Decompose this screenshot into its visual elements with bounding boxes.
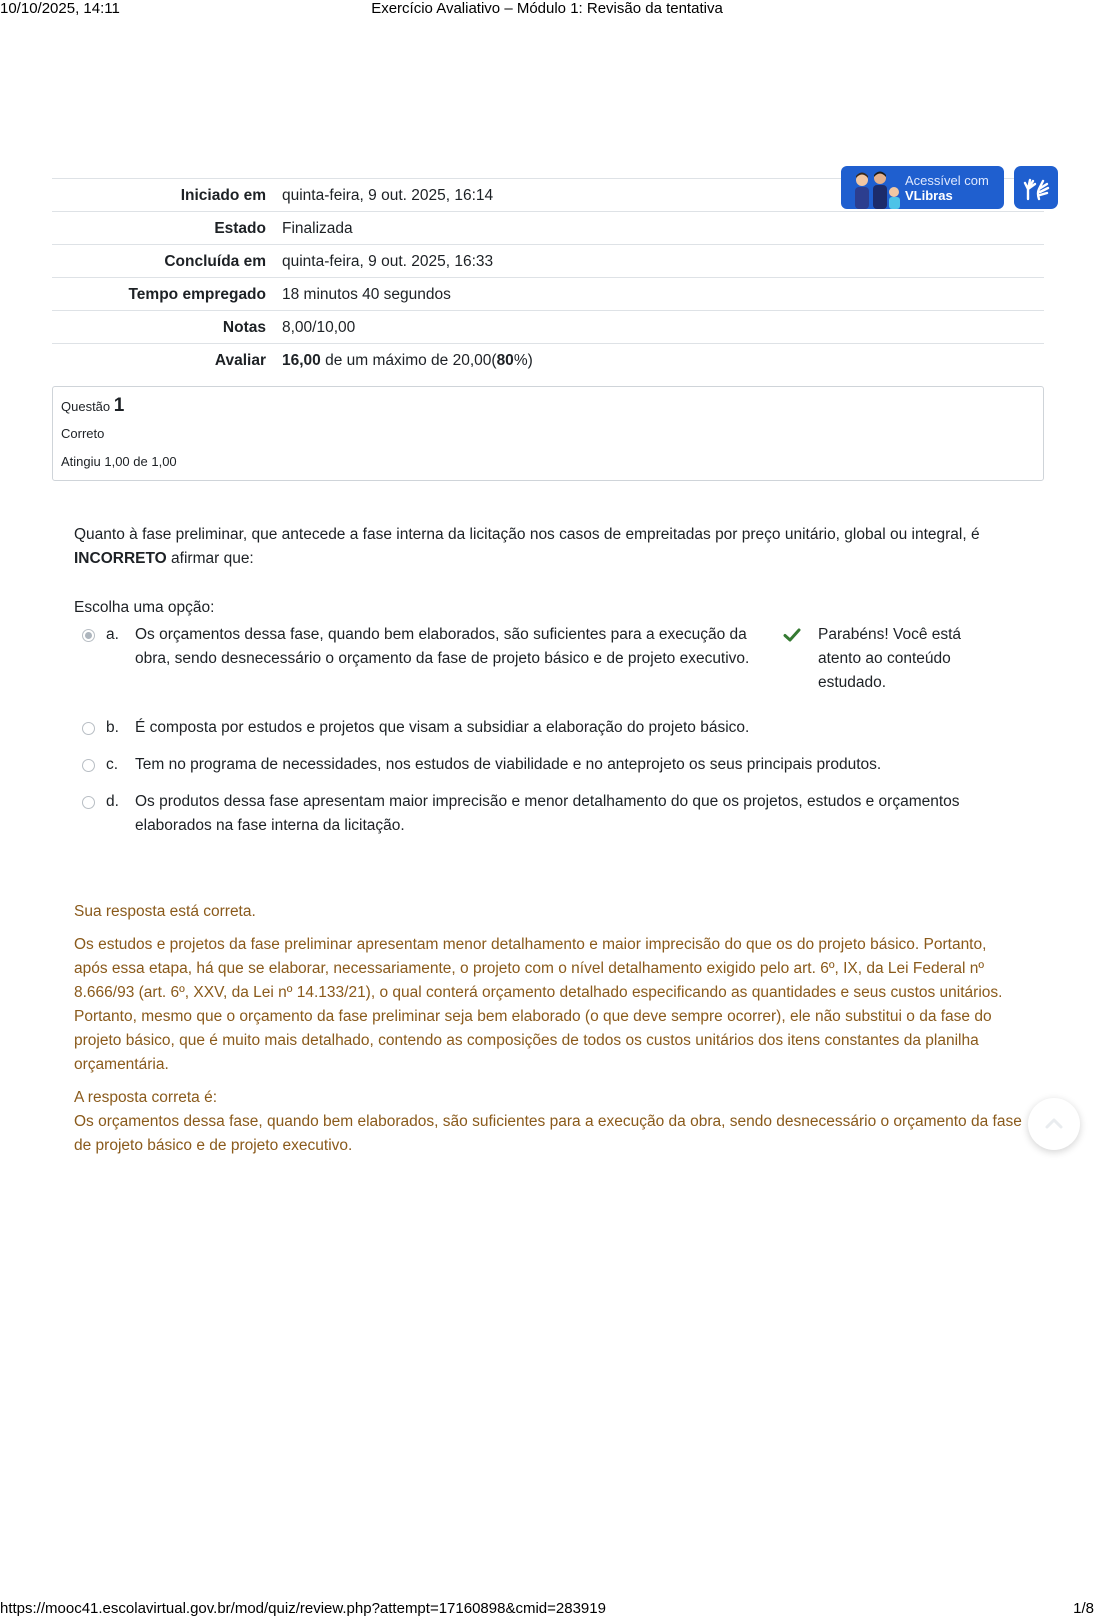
vlibras-hands-button[interactable]	[1014, 166, 1058, 209]
answer-option-a[interactable]	[82, 623, 802, 671]
radio-icon[interactable]	[82, 722, 95, 735]
question-grade: Atingiu 1,00 de 1,00	[61, 454, 177, 469]
summary-value: 18 minutos 40 segundos	[282, 286, 451, 303]
option-letter: d.	[106, 793, 119, 810]
radio-icon[interactable]	[82, 796, 95, 809]
summary-label: Notas	[222, 319, 266, 336]
option-letter: a.	[106, 626, 119, 643]
question-number-value: 1	[113, 395, 125, 416]
option-text: Os orçamentos dessa fase, quando bem elaborados, são suficientes para a execução da obra, sendo desnecessário o orçamento da fase de projeto básico e de projeto executivo.	[135, 626, 750, 667]
grade-max: de um máximo de 20,00(	[320, 352, 497, 369]
summary-label: Avaliar	[214, 352, 266, 369]
vlibras-line1: Acessível com	[905, 173, 989, 188]
summary-grade-value	[274, 344, 1044, 377]
summary-value: quinta-feira, 9 out. 2025, 16:14	[282, 187, 494, 204]
option-letter: c.	[106, 756, 119, 773]
option-feedback: Parabéns! Você está atento ao conteúdo estudado.	[818, 626, 962, 691]
sign-language-hands-icon	[1022, 175, 1050, 201]
right-answer-label: A resposta correta é:	[74, 1089, 218, 1106]
print-title: Exercício Avaliativo – Módulo 1: Revisão da tentativa	[371, 0, 723, 17]
question-label: Questão	[61, 399, 111, 414]
question-text	[74, 523, 1024, 571]
summary-label: Concluída em	[164, 253, 266, 270]
summary-value: Finalizada	[282, 220, 353, 237]
answer-prompt: Escolha uma opção:	[74, 599, 215, 616]
question-text-emphasis: INCORRETO	[74, 550, 167, 567]
summary-row-state	[52, 212, 1044, 245]
answer-option-d[interactable]	[82, 790, 1022, 838]
print-datetime: 10/10/2025, 14:11	[0, 0, 120, 17]
summary-row-grade	[52, 344, 1044, 377]
summary-label: Estado	[214, 220, 266, 237]
general-feedback: Os estudos e projetos da fase preliminar apresentam menor detalhamento e maior imprecisão do que os do projeto básico. Portanto, após essa etapa, há que se elaborar, necessariamente, o projeto com o nível detalhamento exigido pelo art. 6º, IX, da Lei Federal nº 8.666/93 (art. 6º, XXV, da Lei nº 14.133/21), o qual conterá orçamento detalhado especificando as quantidades e seus custos unitários. Portanto, mesmo que o orçamento da fase preliminar seja bem elaborado (o que deve sempre ocorrer), ele não substitui o da fase do projeto básico, que é muito mais detalhado, contendo as composições de todos os custos unitários dos itens constantes da planilha orçamentária.	[74, 936, 1003, 1073]
grade-end: %)	[513, 352, 533, 369]
grade-points: 16,00	[282, 352, 321, 369]
print-footer	[0, 1600, 1094, 1620]
answer-option-c[interactable]	[82, 753, 982, 777]
question-state: Correto	[61, 426, 105, 441]
summary-value: 8,00/10,00	[282, 319, 356, 336]
summary-label: Iniciado em	[180, 187, 266, 204]
option-text: É composta por estudos e projetos que visam a subsidiar a elaboração do projeto básico.	[135, 719, 750, 736]
summary-row-time-taken	[52, 278, 1044, 311]
outcome-result: Sua resposta está correta.	[74, 903, 256, 920]
question-number	[61, 395, 124, 417]
question-outcome	[74, 900, 1024, 1167]
vlibras-avatars-icon	[849, 170, 903, 209]
vlibras-line2: VLibras	[905, 188, 953, 203]
summary-value: quinta-feira, 9 out. 2025, 16:33	[282, 253, 494, 270]
answer-option-b[interactable]	[82, 716, 982, 740]
arrow-up-icon	[1043, 1113, 1065, 1135]
print-url: https://mooc41.escolavirtual.gov.br/mod/quiz/review.php?attempt=17160898&cmid=283919	[0, 1600, 606, 1617]
summary-label: Tempo empregado	[128, 286, 266, 303]
question-info-box	[52, 386, 1044, 481]
question-text-start: Quanto à fase preliminar, que antecede a fase interna da licitação nos casos de empreitadas por preço unitário, global ou integral, é	[74, 526, 980, 543]
grade-percent: 80	[496, 352, 514, 369]
question-text-end: afirmar que:	[166, 550, 254, 567]
summary-row-marks	[52, 311, 1044, 344]
option-text: Os produtos dessa fase apresentam maior imprecisão e menor detalhamento do que os projetos, estudos e orçamentos elaborados na fase interna da licitação.	[135, 793, 960, 834]
option-text: Tem no programa de necessidades, nos estudos de viabilidade e no anteprojeto os seus principais produtos.	[135, 756, 882, 773]
correct-check-icon	[783, 626, 801, 644]
summary-row-completed	[52, 245, 1044, 278]
print-page-number: 1/8	[1073, 1600, 1094, 1617]
right-answer: A resposta correta é: Os orçamentos dessa fase, quando bem elaborados, são suficientes para a execução da obra, sendo desnecessário o orçamento da fase de projeto básico e de projeto executivo.	[74, 1089, 1022, 1154]
option-letter: b.	[106, 719, 119, 736]
scroll-to-top-button[interactable]	[1028, 1098, 1080, 1150]
radio-selected-icon[interactable]	[82, 629, 95, 642]
print-header	[0, 0, 1094, 20]
vlibras-banner[interactable]	[841, 166, 1004, 209]
radio-icon[interactable]	[82, 759, 95, 772]
